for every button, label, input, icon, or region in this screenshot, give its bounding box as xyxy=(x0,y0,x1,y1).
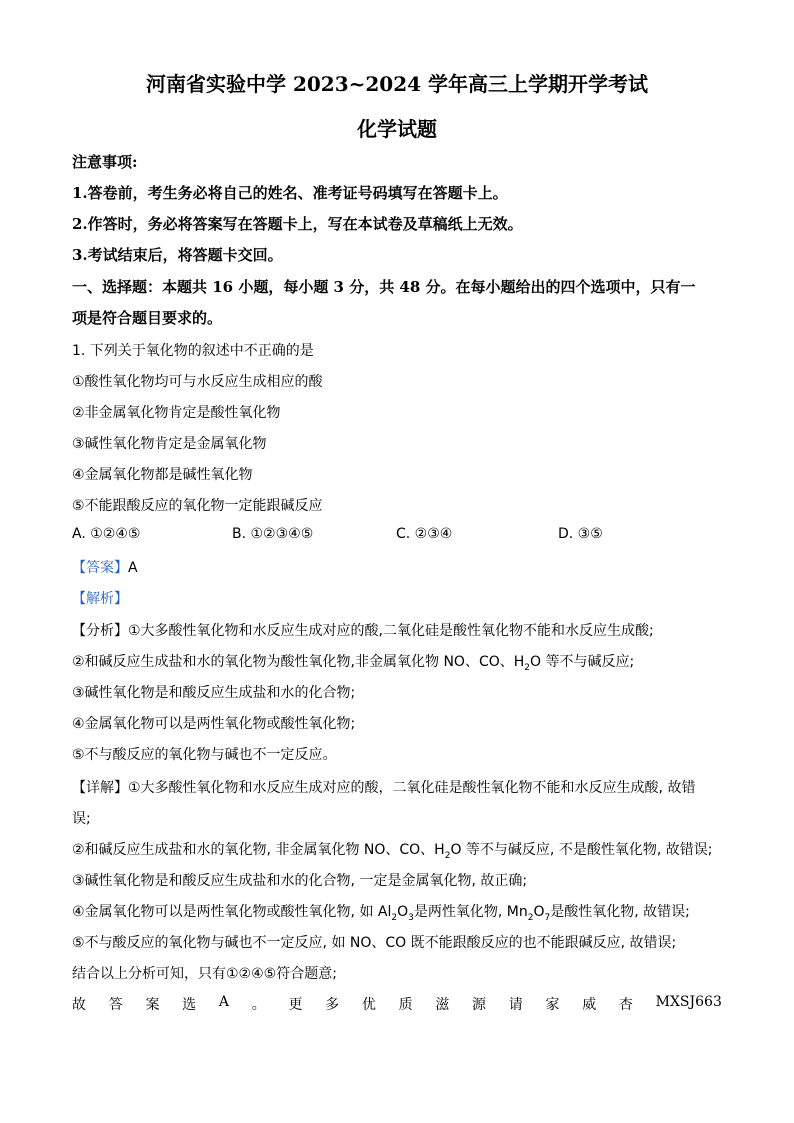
detail-text-1: ①大多酸性氧化物和水反应生成对应的酸，二氧化硅是酸性氧化物不能和水反应生成酸, 故错 xyxy=(128,780,696,796)
section-heading-line2: 项是符合题目要求的。 xyxy=(72,309,223,327)
detail-text-2a: ②和碱反应生成盐和水的氧化物, 非金属氧化物 NO、CO、H xyxy=(72,842,445,858)
detail-line-5: ⑤不与酸反应的氧化物与碱也不一定反应, 如 NO、CO 既不能跟酸反应的也不能跟碱反应, 故错误; xyxy=(72,935,677,951)
detail-sub-4a: 2 xyxy=(391,912,398,923)
detail-label: 【详解】 xyxy=(72,780,128,796)
footer-code: MXSJ663 xyxy=(655,994,722,1010)
fenxi-text-1: ①大多酸性氧化物和水反应生成对应的酸,二氧化硅是酸性氧化物不能和水反应生成酸; xyxy=(128,623,654,639)
question-stem: 1. 下列关于氧化物的叙述中不正确的是 xyxy=(72,343,314,359)
statement-1: ①酸性氧化物均可与水反应生成相应的酸 xyxy=(72,374,323,390)
footer-char: 家 xyxy=(545,997,560,1013)
detail-line-6: 结合以上分析可知，只有①②④⑤符合题意; xyxy=(72,966,337,982)
option-c: C. ②③④ xyxy=(396,526,453,542)
detail-text-4d: O xyxy=(533,904,545,920)
detail-text-4a: ④金属氧化物可以是两性氧化物或酸性氧化物, 如 Al xyxy=(72,904,392,920)
footer-char: 优 xyxy=(361,997,376,1013)
analysis-label: 【解析】 xyxy=(72,591,128,607)
statement-5: ⑤不能跟酸反应的氧化物一定能跟碱反应 xyxy=(72,498,323,514)
answer-line xyxy=(72,557,138,577)
fenxi-line-2 xyxy=(72,651,634,673)
footer-line xyxy=(72,994,722,1014)
footer-char: 滋 xyxy=(435,997,450,1013)
detail-line-1 xyxy=(72,777,695,797)
footer-char: 多 xyxy=(325,997,340,1013)
footer-char: 质 xyxy=(398,997,413,1013)
option-a: A. ①②④⑤ xyxy=(72,526,141,542)
detail-text-4b: O xyxy=(397,904,409,920)
option-b: B. ①②③④⑤ xyxy=(232,526,314,542)
analysis-label-line xyxy=(72,588,128,608)
footer-char: 。 xyxy=(251,997,266,1013)
notes-heading: 注意事项: xyxy=(72,153,138,171)
statement-2: ②非金属氧化物肯定是酸性氧化物 xyxy=(72,405,281,421)
page-subtitle: 化学试题 xyxy=(357,117,437,141)
footer-char: 更 xyxy=(288,997,303,1013)
note-item-3: 3.考试结束后，将答题卡交回。 xyxy=(72,246,283,264)
statement-4: ④金属氧化物都是碱性氧化物 xyxy=(72,467,253,483)
option-d: D. ③⑤ xyxy=(558,526,603,542)
detail-sub-2: 2 xyxy=(444,850,451,861)
detail-sub-4c: 2 xyxy=(527,912,534,923)
footer-char: 请 xyxy=(508,997,523,1013)
fenxi-line-5: ⑤不与酸反应的氧化物与碱也不一定反应。 xyxy=(72,747,337,763)
detail-text-2b: O 等不与碱反应, 不是酸性氧化物, 故错误; xyxy=(450,842,713,858)
footer-char: 源 xyxy=(472,997,487,1013)
footer-char: 故 xyxy=(72,997,86,1013)
fenxi-text-2a: ②和碱反应生成盐和水的氧化物为酸性氧化物,非金属氧化物 NO、CO、H xyxy=(72,654,525,670)
answer-value: A xyxy=(128,560,138,576)
footer-char: A xyxy=(218,994,229,1010)
footer-char: 选 xyxy=(182,997,197,1013)
detail-text-4c: 是两性氧化物, Mn xyxy=(413,904,528,920)
fenxi-line-3: ③碱性氧化物是和酸反应生成盐和水的化合物; xyxy=(72,685,356,701)
footer-char: 答 xyxy=(108,997,123,1013)
statement-3: ③碱性氧化物肯定是金属氧化物 xyxy=(72,436,267,452)
footer-char: 威 xyxy=(582,997,597,1013)
fenxi-line-4: ④金属氧化物可以是两性氧化物或酸性氧化物; xyxy=(72,716,356,732)
note-item-2: 2.作答时，务必将答案写在答题卡上，写在本试卷及草稿纸上无效。 xyxy=(72,215,523,233)
detail-line-3: ③碱性氧化物是和酸反应生成盐和水的化合物, 一定是金属氧化物, 故正确; xyxy=(72,873,528,889)
note-item-1: 1.答卷前，考生务必将自己的姓名、准考证号码填写在答题卡上。 xyxy=(72,184,508,202)
detail-sub-4b: 3 xyxy=(408,912,414,923)
detail-text-4e: 是酸性氧化物, 故错误; xyxy=(550,904,690,920)
section-heading-line1: 一、选择题：本题共 16 小题，每小题 3 分，共 48 分。在每小题给出的四个选项中，只有一 xyxy=(72,278,696,296)
page-title: 河南省实验中学 2023~2024 学年高三上学期开学考试 xyxy=(145,72,648,96)
detail-line-4 xyxy=(72,901,690,923)
footer-char: 杏 xyxy=(618,997,633,1013)
footer-char: 案 xyxy=(145,997,160,1013)
answer-label: 【答案】 xyxy=(72,560,128,576)
detail-line-2 xyxy=(72,839,712,861)
detail-sub-4d: 7 xyxy=(544,912,551,923)
fenxi-text-2b: O 等不与碱反应; xyxy=(530,654,635,670)
detail-line-1b: 误; xyxy=(72,811,91,827)
fenxi-label: 【分析】 xyxy=(72,623,128,639)
fenxi-line-1 xyxy=(72,620,654,640)
fenxi-sub-2: 2 xyxy=(524,662,530,673)
